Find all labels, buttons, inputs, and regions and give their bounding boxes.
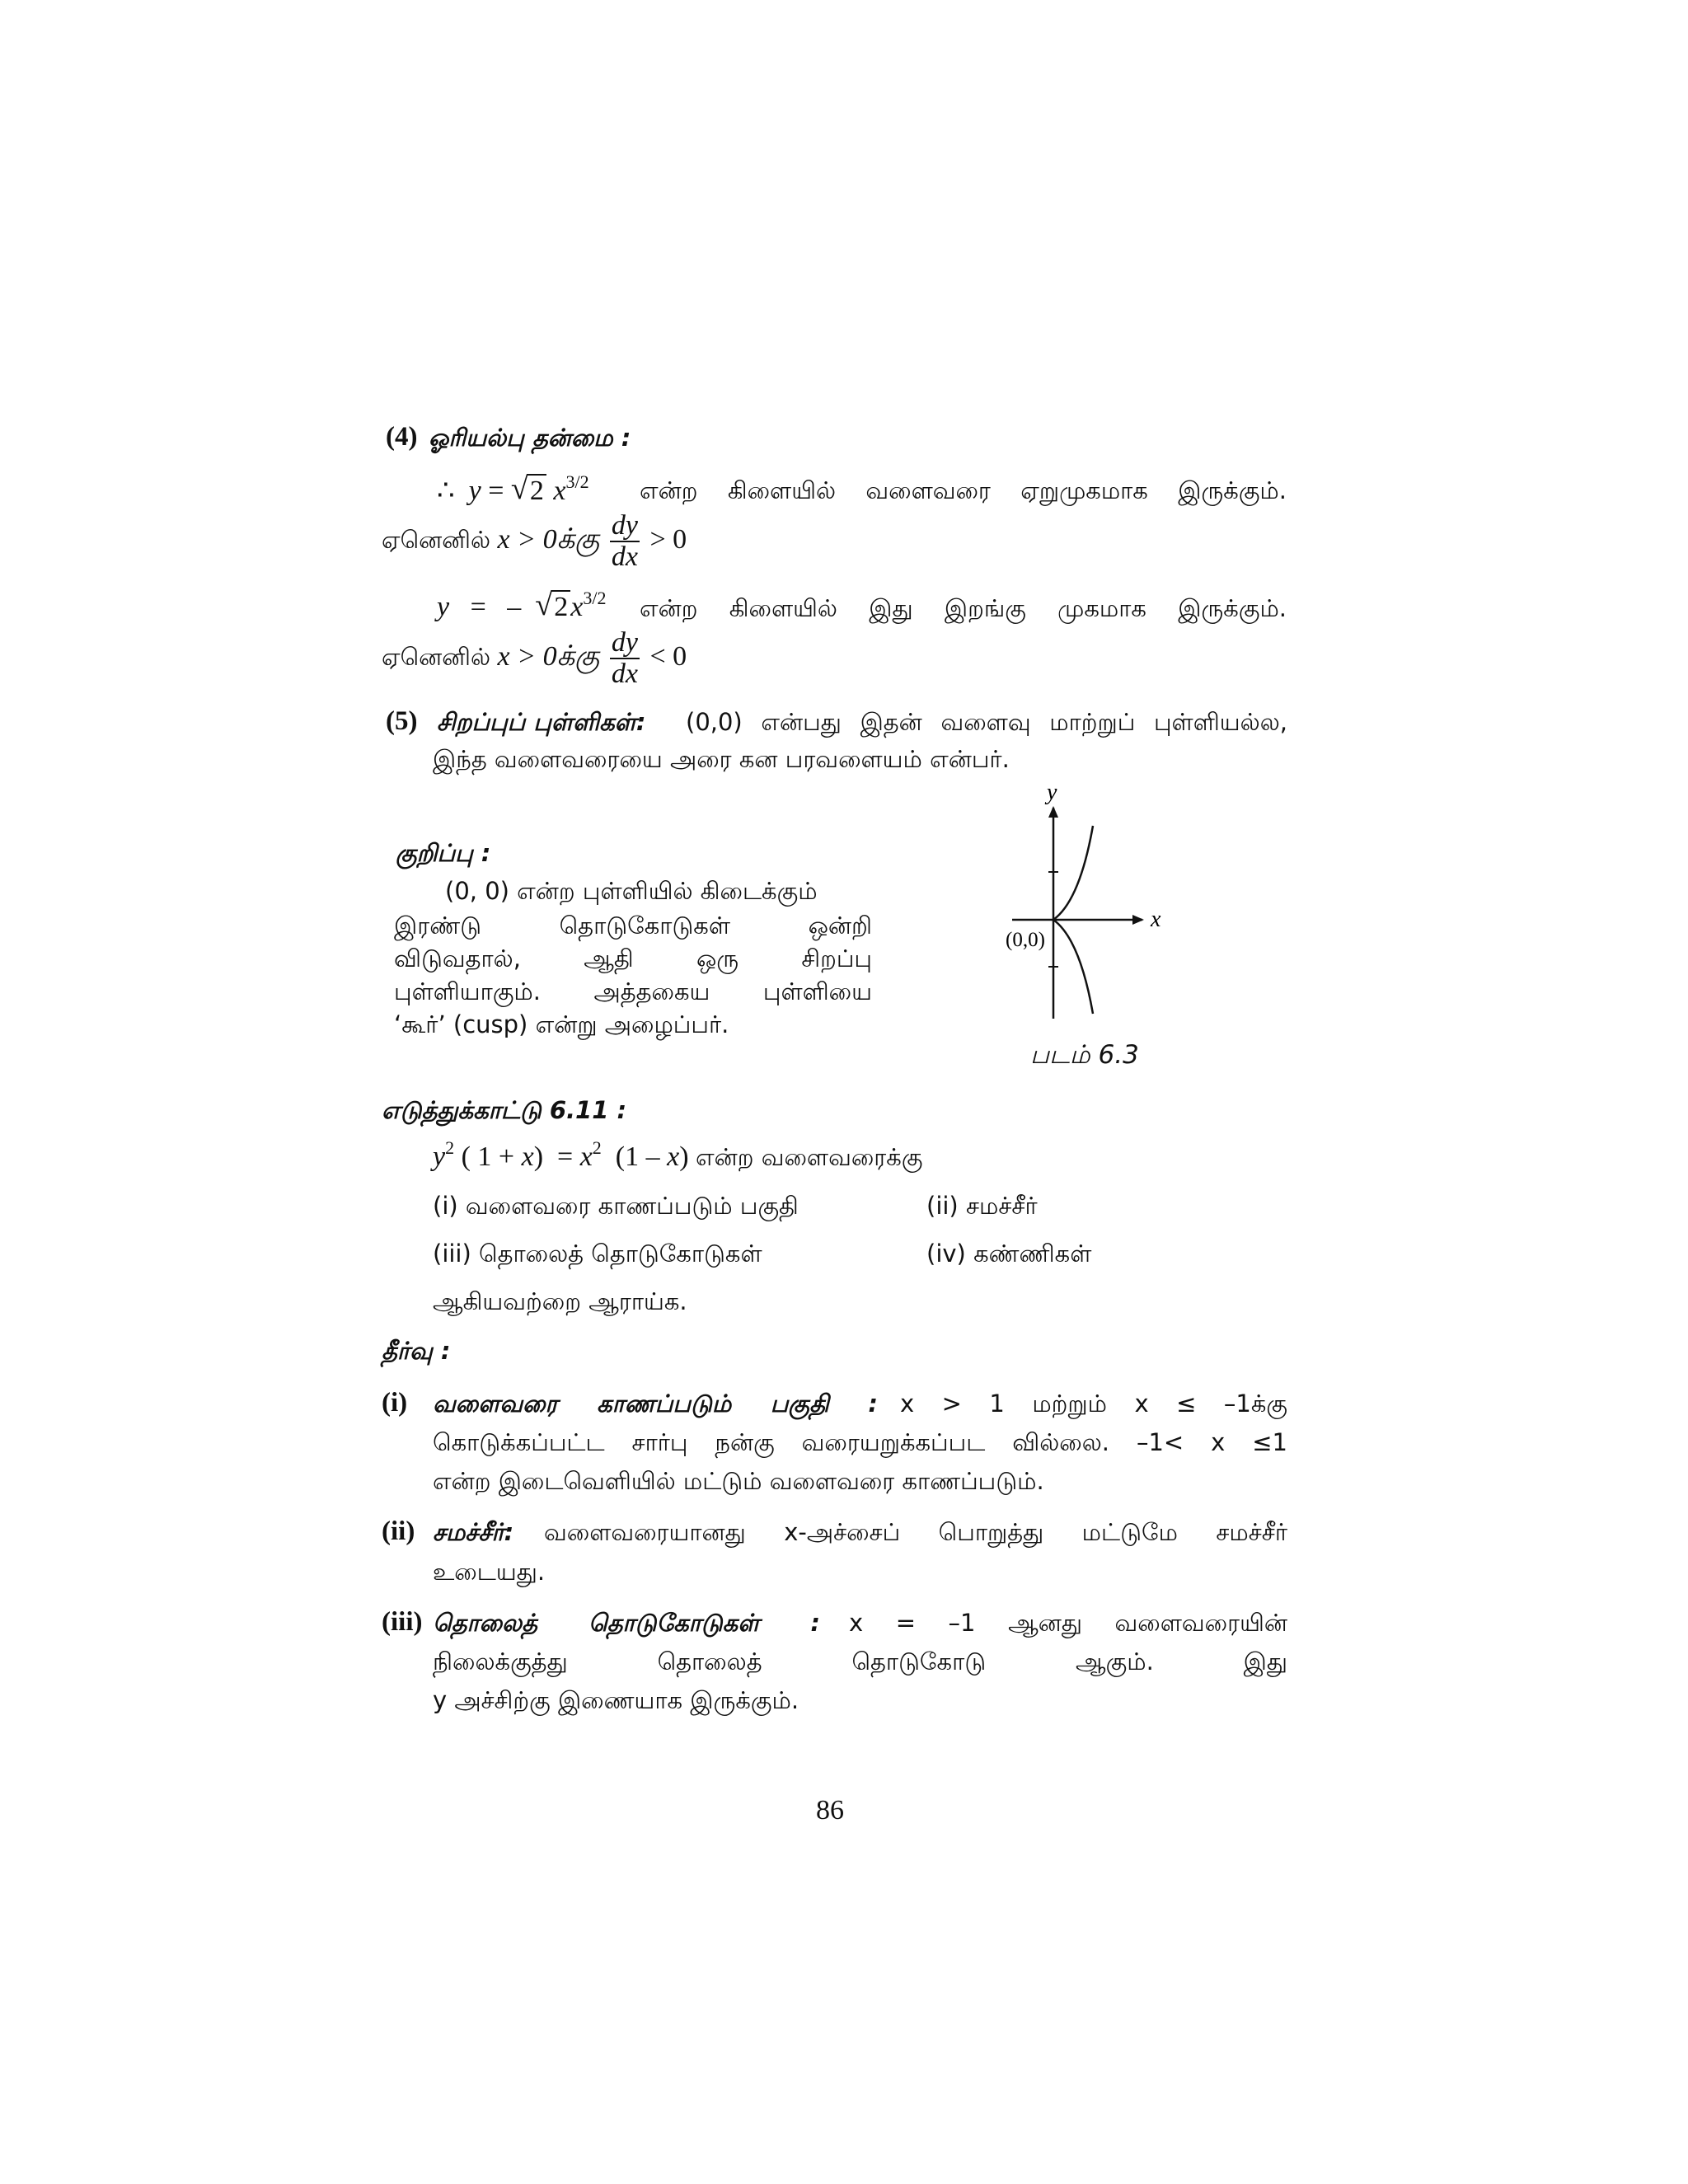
note-line-4: புள்ளியாகும். அத்தகைய புள்ளியை xyxy=(394,977,872,1005)
page-number: 86 xyxy=(816,1795,844,1825)
section-5-number: (5) xyxy=(386,706,418,736)
section-5-heading: சிறப்புப் புள்ளிகள்: xyxy=(437,708,646,736)
section-5-line-2: இந்த வளைவரையை அரை கன பரவளையம் என்பர். xyxy=(433,745,1010,773)
note-line-3: விடுவதால், ஆதி ஒரு சிறப்பு xyxy=(394,944,872,972)
solution-iii-number: (iii) xyxy=(382,1607,423,1637)
lower-branch-curve xyxy=(1053,920,1093,1014)
solution-i-heading: வளைவரை காணப்படும் பகுதி : xyxy=(433,1390,878,1418)
solution-iii-line-2: நிலைக்குத்து தொலைத் தொடுகோடு ஆகும். இது xyxy=(433,1647,1287,1675)
solution-heading: தீர்வு : xyxy=(382,1337,451,1365)
solution-ii-line-2: உடையது. xyxy=(433,1558,546,1586)
section-4-number: (4) xyxy=(386,422,418,452)
solution-ii-number: (ii) xyxy=(382,1516,415,1546)
solution-i-line-1: x > 1 மற்றும் x ≤ –1க்கு xyxy=(900,1390,1287,1418)
section-4-line-2: ஏனெனில் x > 0க்கு $\frac{dy}{dx}$ > 0 xyxy=(382,510,687,572)
solution-i-line-2: கொடுக்கப்பட்ட சார்பு நன்கு வரையறுக்கப்பட வில்லை. –1< x ≤1 xyxy=(433,1428,1287,1456)
example-item-iv: (iv) கண்ணிகள் xyxy=(926,1240,1092,1268)
example-closing: ஆகியவற்றை ஆராய்க. xyxy=(433,1287,687,1315)
y-axis-label: y xyxy=(1047,781,1057,805)
section-4-line-3-text: என்ற கிளையில் இது இறங்கு முகமாக இருக்கும். xyxy=(640,594,1287,622)
cusp-figure xyxy=(997,781,1187,1029)
solution-iii-line-1: x = –1 ஆனது வளைவரையின் xyxy=(849,1609,1287,1637)
note-line-5: ‘கூர்’ (cusp) என்று அழைப்பர். xyxy=(394,1010,729,1038)
section-5-line-1: (0,0) என்பது இதன் வளைவு மாற்றுப் புள்ளியல்ல, xyxy=(686,708,1287,736)
example-equation: $y^2$ ( $1 + x) = x^2$ (1 – x) என்ற வளைவரைக்கு xyxy=(433,1137,923,1172)
example-item-i: (i) வளைவரை காணப்படும் பகுதி xyxy=(433,1192,799,1220)
section-4-line-1: ∴ y = √ 2 $x^{3/2}$ xyxy=(437,471,589,506)
section-4-heading: ஓரியல்பு தன்மை : xyxy=(429,424,631,452)
figure-caption: படம் 6.3 xyxy=(1030,1040,1139,1070)
solution-ii-heading: சமச்சீர்: xyxy=(433,1518,514,1546)
solution-iii-line-3: y அச்சிற்கு இணையாக இருக்கும். xyxy=(433,1686,799,1714)
section-4-line-3: y = – √ $2x^{3/2}$ xyxy=(437,588,607,622)
origin-label: (0,0) xyxy=(1006,929,1045,951)
x-axis-label: x xyxy=(1151,907,1161,932)
solution-i-number: (i) xyxy=(382,1388,408,1418)
solution-i-line-3: என்ற இடைவெளியில் மட்டும் வளைவரை காணப்படும். xyxy=(433,1467,1044,1495)
note-line-2: இரண்டு தொடுகோடுகள் ஒன்றி xyxy=(394,912,872,940)
example-heading: எடுத்துக்காட்டு 6.11 : xyxy=(382,1096,627,1124)
example-item-ii: (ii) சமச்சீர் xyxy=(926,1192,1038,1220)
section-4-line-4: ஏனெனில் x > 0க்கு $\frac{dy}{dx}$ < 0 xyxy=(382,627,687,689)
solution-ii-line-1: வளைவரையானது x-அச்சைப் பொறுத்து மட்டுமே சமச்சீர் xyxy=(544,1518,1287,1546)
note-line-1: (0, 0) என்ற புள்ளியில் கிடைக்கும் xyxy=(445,877,818,905)
upper-branch-curve xyxy=(1053,826,1093,920)
solution-iii-heading: தொலைத் தொடுகோடுகள் : xyxy=(433,1609,820,1637)
note-heading: குறிப்பு : xyxy=(396,839,491,867)
section-4-line-1-text: என்ற கிளையில் வளைவரை ஏறுமுகமாக இருக்கும். xyxy=(640,476,1287,504)
dy-dx-fraction: $\frac{dy}{dx}$ xyxy=(611,510,638,572)
example-item-iii: (iii) தொலைத் தொடுகோடுகள் xyxy=(433,1240,762,1268)
